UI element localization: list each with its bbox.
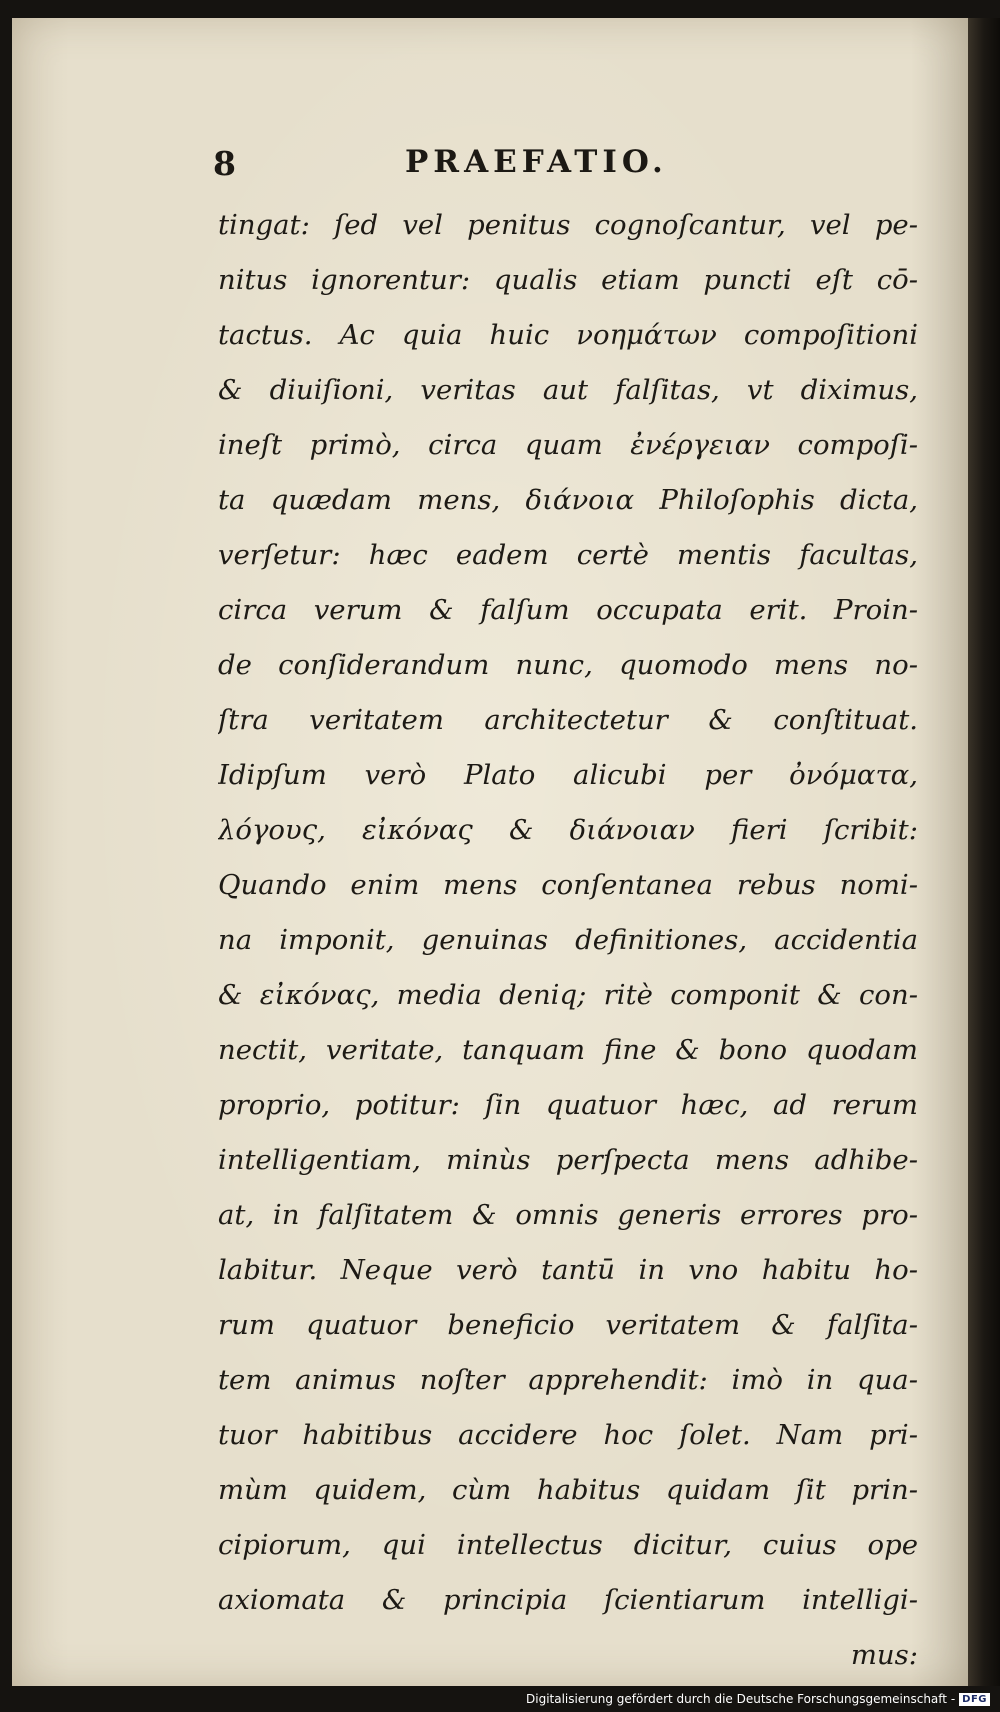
text-line: nitus ignorentur: qualis etiam puncti eſt cō-: [218, 264, 918, 296]
text-line: Idipſum verò Plato alicubi per ὀνόματα,: [218, 759, 918, 791]
text-line: verſetur: hæc eadem certè mentis facultas,: [218, 539, 918, 571]
text-line: cipiorum, qui intellectus dicitur, cuius ope: [218, 1529, 918, 1561]
text-line: at, in falſitatem & omnis generis errores pro-: [218, 1199, 918, 1231]
text-line: Quando enim mens conſentanea rebus nomi-: [218, 869, 918, 901]
book-binding-edge: [968, 18, 1000, 1686]
text-line: tactus. Ac quia huic νοημάτων compoſitioni: [218, 319, 918, 351]
text-line: ta quædam mens, διάνοια Philoſophis dicta,: [218, 484, 918, 516]
page-number: 8: [213, 144, 236, 183]
text-line: nectit, veritate, tanquam fine & bono quodam: [218, 1034, 918, 1066]
dfg-logo: DFG: [959, 1693, 990, 1706]
text-line: mùm quidem, cùm habitus quidam ſit prin-: [218, 1474, 918, 1506]
text-line: labitur. Neque verò tantū in vno habitu ho-: [218, 1254, 918, 1286]
text-line: ſtra veritatem architectetur & conſtituat.: [218, 704, 918, 736]
text-line: intelligentiam, minùs perſpecta mens adhibe-: [218, 1144, 918, 1176]
text-line: circa verum & falſum occupata erit. Proin-: [218, 594, 918, 626]
digitization-credit: [526, 1692, 990, 1706]
body-text: [218, 198, 918, 1683]
text-line: ineſt primò, circa quam ἐνέργειαν compoſi-: [218, 429, 918, 461]
text-line: proprio, potitur: ſin quatuor hæc, ad rerum: [218, 1089, 918, 1121]
running-head: PRAEFATIO.: [405, 144, 668, 180]
text-line: tem animus noſter apprehendit: imò in qua-: [218, 1364, 918, 1396]
credit-text: Digitalisierung gefördert durch die Deutsche Forschungsgemeinschaft -: [526, 1692, 956, 1706]
text-line: rum quatuor beneficio veritatem & falſita-: [218, 1309, 918, 1341]
text-line: & diuiſioni, veritas aut falſitas, vt diximus,: [218, 374, 918, 406]
text-line: axiomata & principia ſcientiarum intelligi-: [218, 1584, 918, 1616]
text-line: λόγους, εἰκόνας & διάνοιαν fieri ſcribit:: [218, 814, 918, 846]
page-header: [213, 140, 723, 188]
text-line: tingat: ſed vel penitus cognoſcantur, vel pe-: [218, 209, 918, 241]
text-line: & εἰκόνας, media deniq; ritè componit & con-: [218, 979, 918, 1011]
text-line: na imponit, genuinas definitiones, accidentia: [218, 924, 918, 956]
text-line: de conſiderandum nunc, quomodo mens no-: [218, 649, 918, 681]
text-line: tuor habitibus accidere hoc ſolet. Nam pri-: [218, 1419, 918, 1451]
catchword: mus:: [850, 1639, 918, 1671]
